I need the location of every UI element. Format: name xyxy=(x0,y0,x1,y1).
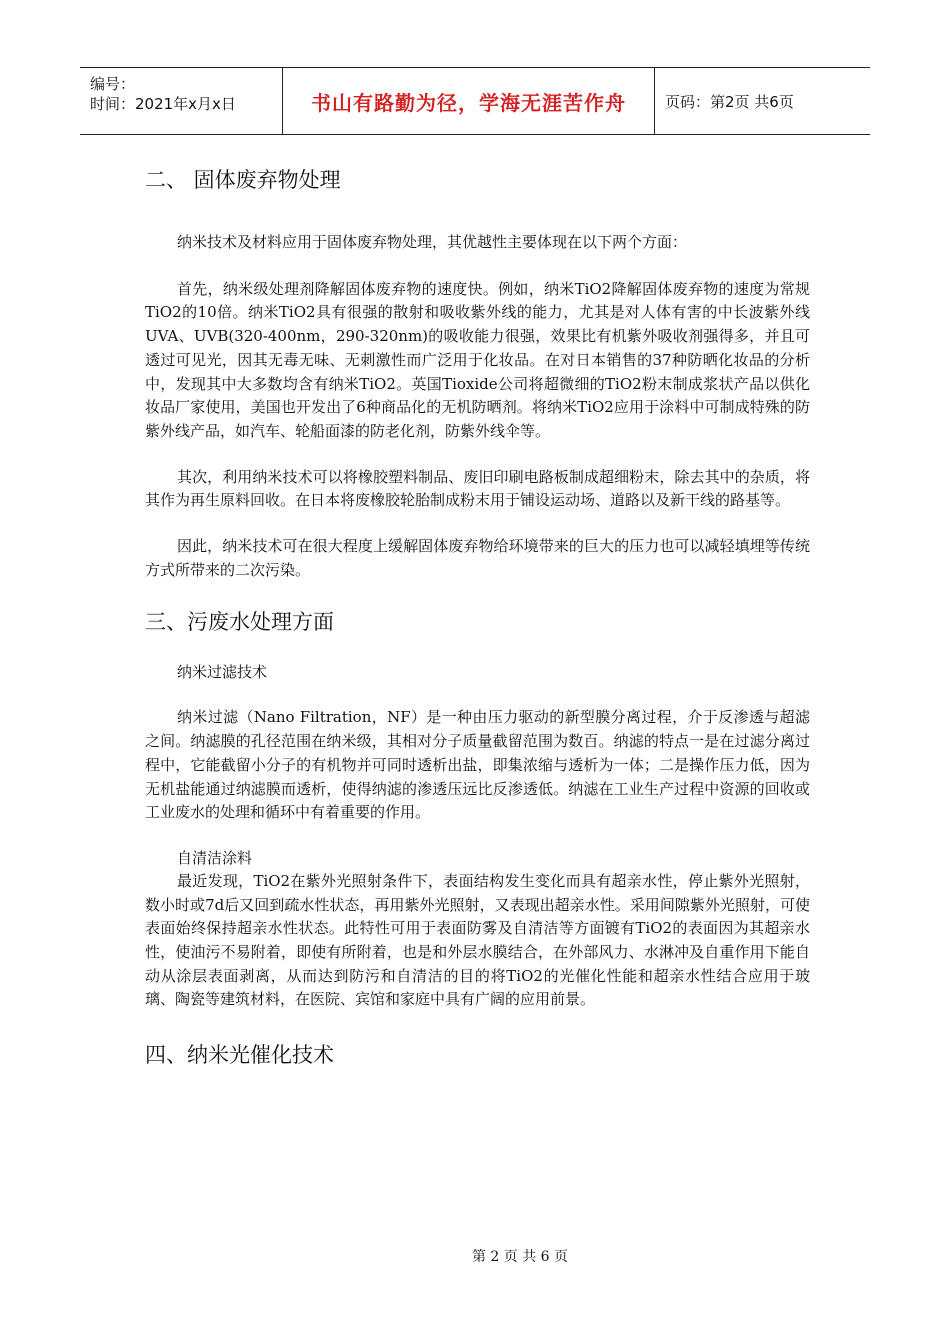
header-motto-cell xyxy=(282,68,655,134)
paragraph: 其次，利用纳米技术可以将橡胶塑料制品、废旧印刷电路板制成超细粉末，除去其中的杂质，将其作为再生原料回收。在日本将废橡胶轮胎制成粉末用于铺设运动场、道路以及新干线的路基等。 xyxy=(145,467,810,510)
paragraph: 因此，纳米技术可在很大程度上缓解固体废弃物给环境带来的巨大的压力也可以减轻填埋等传统方式所带来的二次污染。 xyxy=(145,537,810,579)
paragraph: 最近发现，TiO2在紫外光照射条件下，表面结构发生变化而具有超亲水性，停止紫外光照射，数小时或7d后又回到疏水性状态，再用紫外光照射，又表现出超亲水性。采用间隙紫外光照射，可使表面始终保持超亲水性状态。此特性可用于表面防雾及自清洁等方面镀有TiO2的表面因为其超亲水性，使油污不易附着，即使有所附着，也是和外层水膜结合，在外部风力、水淋冲及自重作用下能自动从涂层表面剥离，从而达到防污和自清洁的目的将TiO2的光催化性能和超亲水性结合应用于玻璃、陶瓷等建筑材料，在医院、宾馆和家庭中具有广阔的应用前景。 xyxy=(145,871,810,1009)
subsection-title: 自清洁涂料 xyxy=(177,848,253,867)
page-info-text: 页码：第2页 共6页 xyxy=(665,92,794,111)
paragraph: 首先，纳米级处理剂降解固体废弃物的速度快。例如，纳米TiO2降解固体废弃物的速度为常规TiO2的10倍。纳米TiO2具有很强的散射和吸收紫外线的能力，尤其是对人体有害的中长波紫外线UVA、UVB(320-400nm，290-320nm)的吸收能力很强，效果比有机紫外吸收剂强得多，并且可透过可见光，因其无毒无味、无刺激性而广泛用于化妆品。在对日本销售的37种防晒化妆品的分析中，发现其中大多数均含有纳米TiO2。英国Tioxide公司将超微细的TiO2粉末制成浆状产品以供化妆品厂家使用，美国也开发出了6种商品化的无机防晒剂。将纳米TiO2应用于涂料中可制成特殊的防紫外线产品，如汽车、轮船面漆的防老化剂，防紫外线伞等。 xyxy=(145,279,810,440)
document-body xyxy=(145,165,810,1070)
time-label: 时间：2021年x月x日 xyxy=(90,95,236,113)
header-meta xyxy=(80,68,282,134)
page-footer xyxy=(0,1246,950,1266)
footer-page-number: 第 2 页 共 6 页 xyxy=(471,1249,569,1265)
subsection-title: 纳米过滤技术 xyxy=(177,663,268,682)
paragraph: 纳米过滤（Nano Filtration，NF）是一种由压力驱动的新型膜分离过程，介于反渗透与超滤之间。纳滤膜的孔径范围在纳米级，其相对分子质量截留范围为数百。纳滤的特点一是在过滤分离过程中，它能截留小分子的有机物并可同时透析出盐，即集浓缩与透析为一体；二是操作压力低，因为无机盐能通过纳滤膜而透析，使得纳滤的渗透压远比反渗透低。纳滤在工业生产过程中资源的回收或工业废水的处理和循环中有着重要的作用。 xyxy=(145,708,810,822)
section-title-wastewater: 三、污废水处理方面 xyxy=(145,610,334,635)
section-title-photocatalysis: 四、纳米光催化技术 xyxy=(145,1043,334,1068)
motto-text: 书山有路勤为径，学海无涯苦作舟 xyxy=(311,90,626,115)
paragraph: 纳米技术及材料应用于固体废弃物处理，其优越性主要体现在以下两个方面： xyxy=(177,233,688,251)
number-label: 编号： xyxy=(90,75,136,93)
document-header xyxy=(80,67,870,135)
section-title-solid-waste: 二、 固体废弃物处理 xyxy=(145,168,341,192)
header-page-info xyxy=(655,68,870,134)
